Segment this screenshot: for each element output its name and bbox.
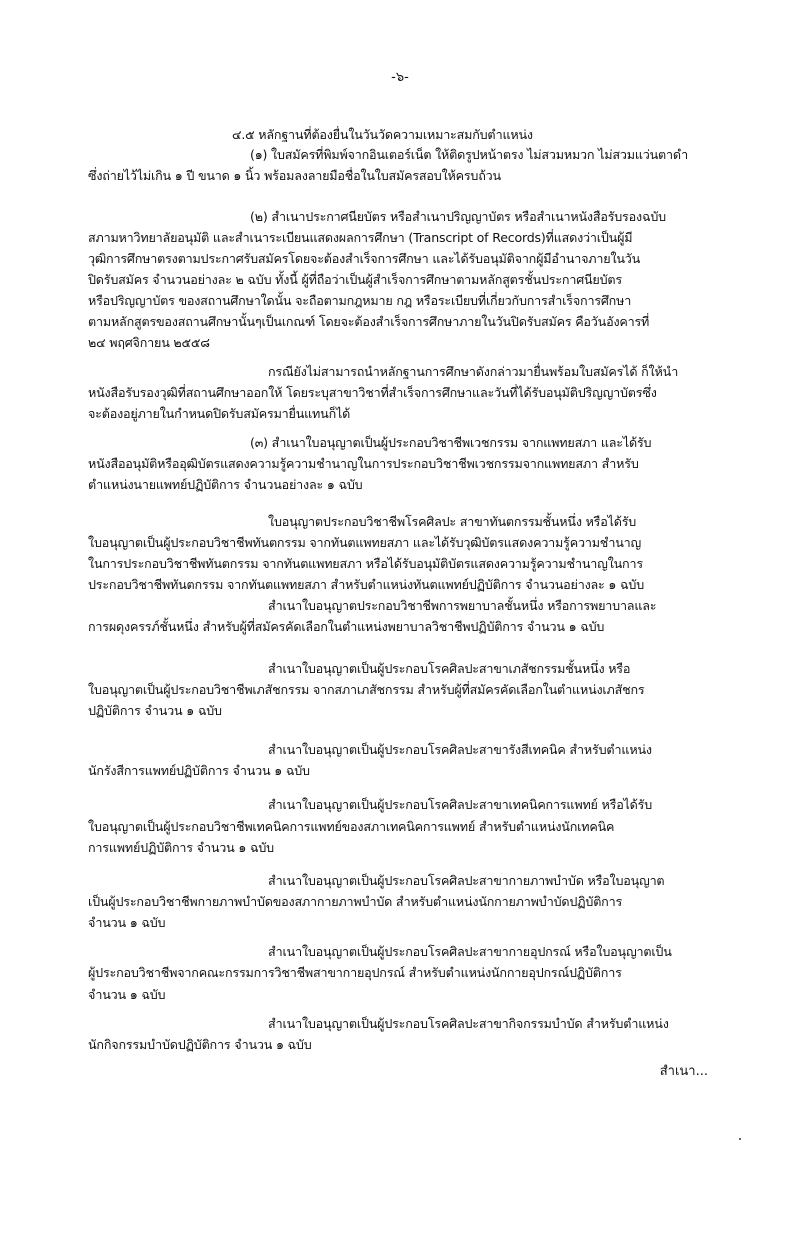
paragraph-line: (๑) ใบสมัครที่พิมพ์จากอินเตอร์เน็ต ให้ติดรูปหน้าตรง ไม่สวมหมวก ไม่สวมแว่นตาดำ [250,147,688,162]
paragraph-line: ผู้ประกอบวิชาชีพจากคณะกรรมการวิชาชีพสาขากายอุปกรณ์ สำหรับตำแหน่งนักกายอุปกรณ์ปฏิบัติการ [88,965,622,980]
paragraph-line: วุฒิการศึกษาตรงตามประกาศรับสมัครโดยจะต้องสำเร็จการศึกษา และได้รับอนุมัติจากผู้มีอำนาจภายในวัน [88,251,641,266]
paragraph-line: ในการประกอบวิชาชีพทันตกรรม จากทันตแพทยสภา หรือได้รับอนุมัติบัตรแสดงความรู้ความชำนาญในการ [88,556,643,571]
paragraph-line: เป็นผู้ประกอบวิชาชีพกายภาพบำบัดของสภากายภาพบำบัด สำหรับตำแหน่งนักกายภาพบำบัดปฏิบัติการ [88,894,623,909]
paragraph-line: สำเนาใบอนุญาตเป็นผู้ประกอบโรคศิลปะสาขากิจกรรมบำบัด สำหรับตำแหน่ง [268,1016,669,1031]
paragraph-line: ใบอนุญาตประกอบวิชาชีพโรคศิลปะ สาขาทันตกรรมชั้นหนึ่ง หรือได้รับ [268,514,637,529]
section-title: ๔.๕ หลักฐานที่ต้องยื่นในวันวัดความเหมาะสมกับตำแหน่ง [232,127,533,142]
paragraph-line: สำเนาใบอนุญาตเป็นผู้ประกอบโรคศิลปะสาขาเทคนิคการแพทย์ หรือได้รับ [268,797,653,812]
paragraph-line: (๓) สำเนาใบอนุญาตเป็นผู้ประกอบวิชาชีพเวชกรรม จากแพทยสภา และได้รับ [250,435,652,450]
paragraph-line: การผดุงครรภ์ชั้นหนึ่ง สำหรับผู้ที่สมัครคัดเลือกในตำแหน่งพยาบาลวิชาชีพปฏิบัติการ จำนวน ๑ ฉบับ [88,619,605,634]
paragraph-line: ประกอบวิชาชีพทันตกรรม จากทันตแพทยสภา สำหรับตำแหน่งทันตแพทย์ปฏิบัติการ จำนวนอย่างละ ๑ ฉบับ [88,577,644,592]
paragraph-line: สำเนาใบอนุญาตเป็นผู้ประกอบโรคศิลปะสาขาเภสัชกรรมชั้นหนึ่ง หรือ [268,661,631,676]
paragraph-line: ตำแหน่งนายแพทย์ปฏิบัติการ จำนวนอย่างละ ๑ ฉบับ [88,477,363,492]
paragraph-line: ๒๔ พฤศจิกายน ๒๕๕๘ [88,335,210,350]
paragraph-line: (๒) สำเนาประกาศนียบัตร หรือสำเนาปริญญาบัตร หรือสำเนาหนังสือรับรองฉบับ [250,209,666,224]
continuation-marker: สำเนา... [659,1064,708,1079]
paragraph-line: สำเนาใบอนุญาตเป็นผู้ประกอบโรคศิลปะสาขากายอุปกรณ์ หรือใบอนุญาตเป็น [268,944,672,959]
paragraph-line: สำเนาใบอนุญาตประกอบวิชาชีพการพยาบาลชั้นหนึ่ง หรือการพยาบาลและ [268,598,657,613]
paragraph-line: สำเนาใบอนุญาตเป็นผู้ประกอบโรคศิลปะสาขากายภาพบำบัด หรือใบอนุญาต [268,873,665,888]
paragraph-line: นักกิจกรรมบำบัดปฏิบัติการ จำนวน ๑ ฉบับ [88,1037,312,1052]
page-number: -๖- [391,70,409,85]
paragraph-line: หรือปริญญาบัตร ของสถานศึกษาใดนั้น จะถือตามกฎหมาย กฎ หรือระเบียบที่เกี่ยวกับการสำเร็จการศึกษา [88,293,632,308]
paragraph-line: ใบอนุญาตเป็นผู้ประกอบวิชาชีพเทคนิคการแพทย์ของสภาเทคนิคการแพทย์ สำหรับตำแหน่งนักเทคนิค [88,819,615,834]
paragraph-line: ปิดรับสมัคร จำนวนอย่างละ ๒ ฉบับ ทั้งนี้ ผู้ที่ถือว่าเป็นผู้สำเร็จการศึกษาตามหลักสูตรชั้นประกาศนียบัตร [88,272,622,287]
paragraph-line: หนังสืออนุมัติหรืออุฒิบัตรแสดงความรู้ความชำนาญในการประกอบวิชาชีพเวชกรรมจากแพทยสภา สำหรับ [88,456,639,471]
paragraph-line: การแพทย์ปฏิบัติการ จำนวน ๑ ฉบับ [88,840,274,855]
paragraph-line: สภามหาวิทยาลัยอนุมัติ และสำเนาระเบียนแสดงผลการศึกษา (Transcript of Records)ที่แสดงว่าเป็นผู้มี [88,230,633,245]
paragraph-line: จะต้องอยู่ภายในกำหนดปิดรับสมัครมายื่นแทนก็ได้ [88,406,351,421]
paragraph-line: ซึ่งถ่ายไว้ไม่เกิน ๑ ปี ขนาด ๑ นิ้ว พร้อมลงลายมือชื่อในใบสมัครสอบให้ครบถ้วน [88,168,501,183]
paragraph-line: จำนวน ๑ ฉบับ [88,915,166,930]
paragraph-line: นักรังสีการแพทย์ปฏิบัติการ จำนวน ๑ ฉบับ [88,763,310,778]
paragraph-line: ตามหลักสูตรของสถานศึกษานั้นๆเป็นเกณฑ์ โดยจะต้องสำเร็จการศึกษาภายในวันปิดรับสมัคร คือวันอังคารที่ [88,314,650,329]
paragraph-line: หนังสือรับรองวุฒิที่สถานศึกษาออกให้ โดยระบุสาขาวิชาที่สำเร็จการศึกษาและวันที่ได้รับอนุมัติปริญญาบัตรซึ่ง [88,385,657,400]
paragraph-line: สำเนาใบอนุญาตเป็นผู้ประกอบโรคศิลปะสาขารังสีเทคนิค สำหรับตำแหน่ง [268,742,652,757]
paragraph-line: ใบอนุญาตเป็นผู้ประกอบวิชาชีพทันตกรรม จากทันตแพทยสภา และได้รับวุฒิบัตรแสดงความรู้ความชำนาญ [88,535,642,550]
paragraph-line: ปฏิบัติการ จำนวน ๑ ฉบับ [88,703,222,718]
paragraph-line: กรณียังไม่สามารถนำหลักฐานการศึกษาดังกล่าวมายื่นพร้อมใบสมัครได้ ก็ให้นำ [268,364,679,379]
paragraph-line: ใบอนุญาตเป็นผู้ประกอบวิชาชีพเภสัชกรรม จากสภาเภสัชกรรม สำหรับผู้ที่สมัครคัดเลือกในตำแหน่งเภสัชกร [88,682,645,697]
scan-speck [739,1138,741,1140]
paragraph-line: จำนวน ๑ ฉบับ [88,987,166,1002]
